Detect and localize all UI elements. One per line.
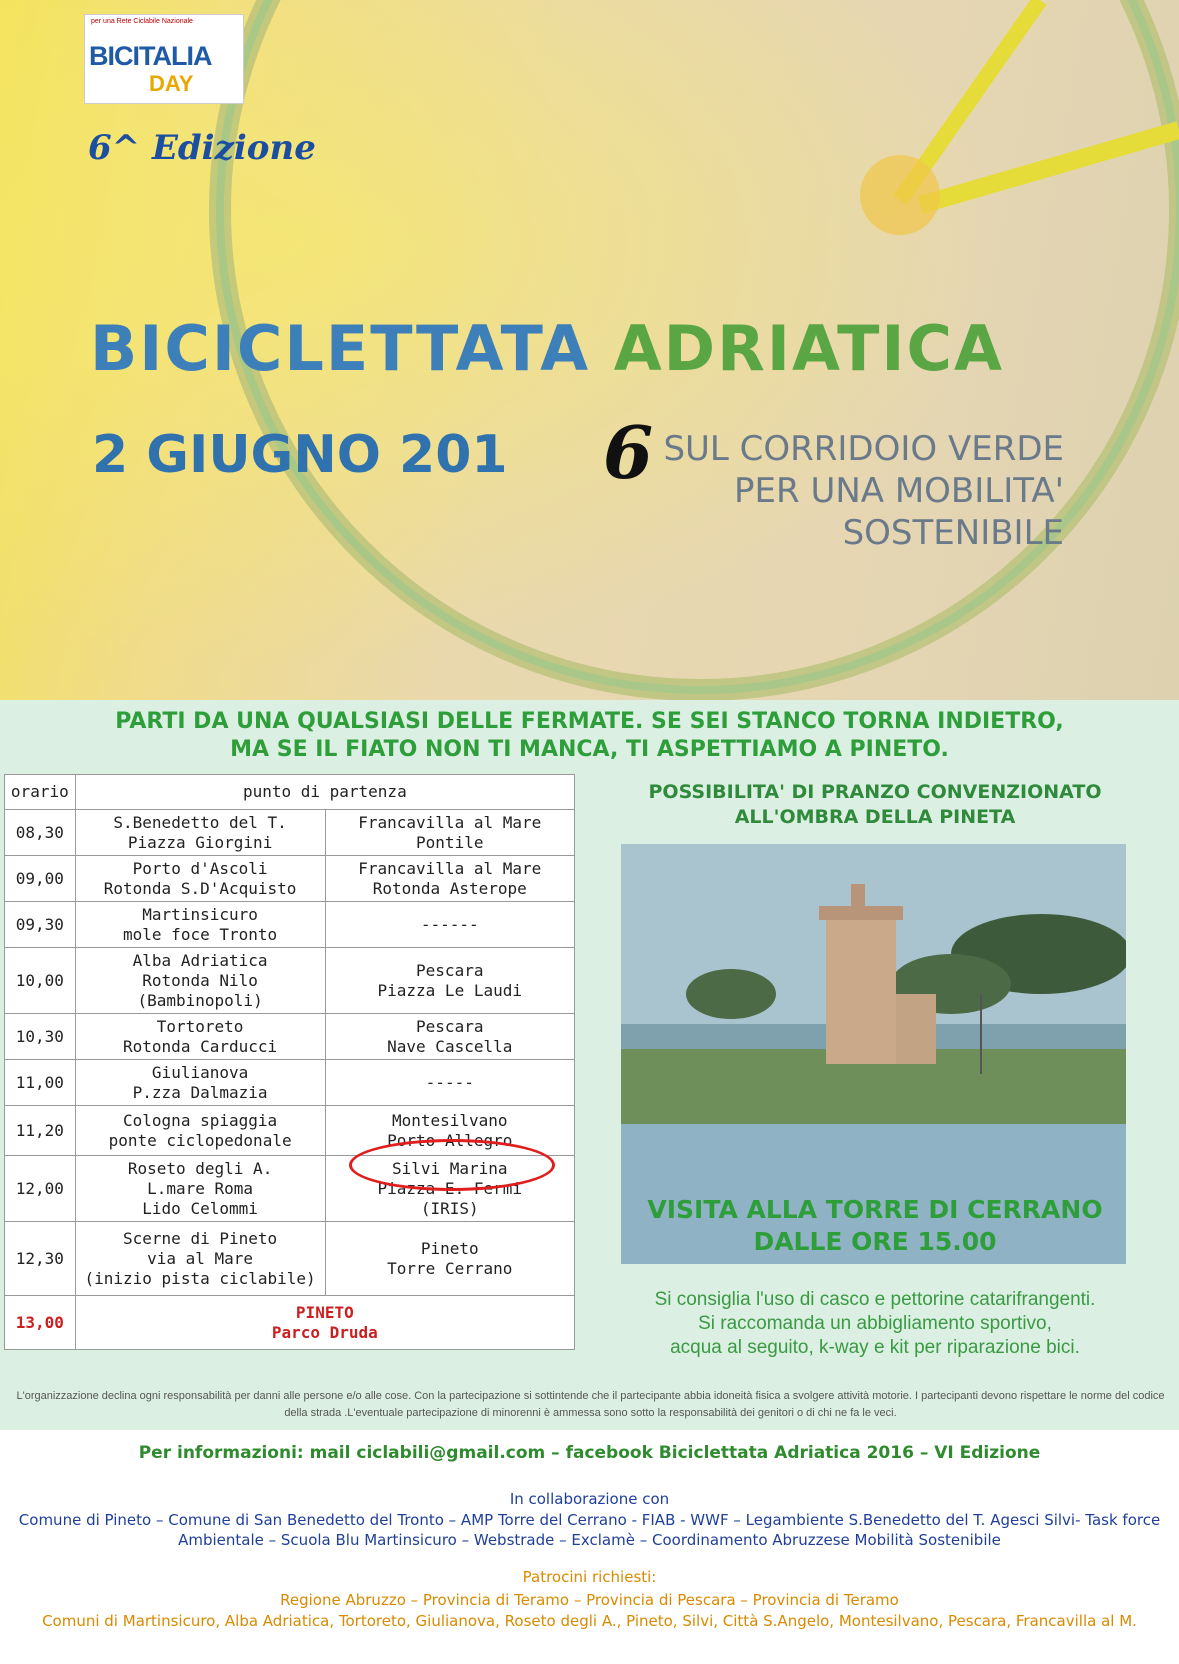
collaboration-line: Comune di Pineto – Comune di San Benedetto del Tronto – AMP Torre del Cerrano - FIAB - WWF – Legambiente S.Benedetto del T. Agesci Silvi- Task force bbox=[18, 1511, 1161, 1529]
logo-day-text: DAY bbox=[149, 71, 194, 96]
schedule-final-row bbox=[5, 1296, 575, 1350]
schedule-row bbox=[5, 948, 575, 1014]
departure-time bbox=[5, 1106, 76, 1156]
arrival-time bbox=[5, 1296, 76, 1350]
departure-time bbox=[5, 1014, 76, 1060]
cell-line: Scerne di Pineto bbox=[123, 1228, 278, 1248]
cell-line: 12,00 bbox=[15, 1178, 64, 1198]
tower-landscape-image bbox=[621, 844, 1126, 1124]
cell-line: Tortoreto bbox=[156, 1016, 244, 1036]
patronage-title: Patrocini richiesti: bbox=[522, 1568, 657, 1586]
departure-place-south bbox=[325, 810, 574, 856]
cell-line: (Bambinopoli) bbox=[137, 990, 263, 1010]
logo-tagline: per una Rete Ciclabile Nazionale bbox=[91, 18, 193, 25]
schedule-header-row bbox=[5, 775, 575, 810]
cell-line: 13,00 bbox=[15, 1312, 64, 1332]
lunch-line: POSSIBILITA' DI PRANZO CONVENZIONATO bbox=[648, 781, 1102, 803]
visit-line: VISITA ALLA TORRE DI CERRANO bbox=[647, 1195, 1103, 1224]
cell-line: Rotonda Carducci bbox=[123, 1036, 278, 1056]
advice-line: acqua al seguito, k-way e kit per riparazione bici. bbox=[670, 1337, 1080, 1358]
visit-line: DALLE ORE 15.00 bbox=[753, 1227, 997, 1256]
advice-line: Si consiglia l'uso di casco e pettorine catarifrangenti. bbox=[654, 1289, 1096, 1310]
patronage-list bbox=[0, 1590, 1179, 1632]
lunch-notice bbox=[575, 780, 1175, 830]
cell-line: Montesilvano bbox=[391, 1110, 508, 1130]
cell-line: Francavilla al Mare bbox=[358, 858, 542, 878]
cell-line: Cologna spiaggia bbox=[123, 1110, 278, 1130]
patronage-line: Regione Abruzzo – Provincia di Teramo – Provincia di Pescara – Provincia di Teramo bbox=[280, 1591, 899, 1609]
hero-banner bbox=[0, 0, 1179, 700]
cell-line: ------ bbox=[420, 914, 479, 934]
subtitle-line: PER UNA MOBILITA' bbox=[734, 471, 1064, 511]
right-panel bbox=[575, 774, 1175, 1386]
departure-place-north bbox=[75, 948, 325, 1014]
departure-place-north bbox=[75, 1014, 325, 1060]
departure-time bbox=[5, 948, 76, 1014]
schedule-body bbox=[5, 810, 575, 1350]
cell-line: 09,00 bbox=[15, 868, 64, 888]
cell-line: ----- bbox=[425, 1072, 474, 1092]
collaboration-list bbox=[0, 1510, 1179, 1550]
departure-place-north bbox=[75, 1222, 325, 1296]
cell-line: Roseto degli A. bbox=[127, 1158, 273, 1178]
cell-line: via al Mare bbox=[147, 1248, 254, 1268]
schedule-row bbox=[5, 1014, 575, 1060]
departure-place-north bbox=[75, 1106, 325, 1156]
cell-line: Parco Druda bbox=[271, 1322, 378, 1342]
schedule-row bbox=[5, 1222, 575, 1296]
cell-line: Piazza E. Fermi bbox=[377, 1178, 522, 1198]
contact-info: Per informazioni: mail ciclabili@gmail.com – facebook Biciclettata Adriatica 2016 – VI Edizione bbox=[138, 1443, 1041, 1463]
cell-line: (IRIS) bbox=[420, 1198, 479, 1218]
cell-line: Martinsicuro bbox=[142, 904, 258, 924]
arrival-place bbox=[75, 1296, 574, 1350]
schedule-row bbox=[5, 856, 575, 902]
advice-line: Si raccomanda un abbigliamento sportivo, bbox=[698, 1313, 1052, 1334]
schedule-row bbox=[5, 1060, 575, 1106]
patronage-line: Comuni di Martinsicuro, Alba Adriatica, Tortoreto, Giulianova, Roseto degli A., Pineto, Silvi, Città S.Angelo, Montesilvano, Pescara, Francavilla al M. bbox=[42, 1612, 1137, 1630]
departure-place-south bbox=[325, 902, 574, 948]
departure-place-north bbox=[75, 1060, 325, 1106]
departure-time bbox=[5, 902, 76, 948]
departure-time bbox=[5, 1156, 76, 1222]
departure-place-south bbox=[325, 1222, 574, 1296]
bicitalia-day-logo bbox=[84, 14, 244, 104]
cell-line: Rotonda Asterope bbox=[372, 878, 527, 898]
slogan-line: MA SE IL FIATO NON TI MANCA, TI ASPETTIAMO A PINETO. bbox=[230, 737, 949, 762]
liability-disclaimer: L'organizzazione declina ogni responsabilità per danni alle persone e/o alle cose. Con la partecipazione si sottintende che il partecipante abbia idoneità fisica a svolgere attività motorie. I partecipanti devono rispettare le norme del codice della strada .L'eventuale partecipazione di minorenni è ammessa sono sotto la responsabilità dei genitori o di chi ne fa le veci. bbox=[16, 1390, 1165, 1419]
collaboration-line: Ambientale – Scuola Blu Martinsicuro – Webstrade – Exclamè – Coordinamento Abruzzese Mobilità Sostenibile bbox=[178, 1531, 1001, 1549]
logo-bicitalia-text: BICITALIA bbox=[89, 41, 212, 71]
cell-line: Giulianova bbox=[151, 1062, 249, 1082]
cell-line: 11,00 bbox=[15, 1072, 64, 1092]
event-date: 2 GIUGNO 201 bbox=[92, 425, 508, 485]
cell-line: mole foce Tronto bbox=[123, 924, 278, 944]
cell-line: 08,30 bbox=[15, 822, 64, 842]
title-part-adriatica: ADRIATICA bbox=[613, 312, 1004, 385]
header-punto-partenza: punto di partenza bbox=[75, 775, 574, 810]
cell-line: PINETO bbox=[295, 1302, 354, 1322]
cell-line: Torre Cerrano bbox=[387, 1258, 513, 1278]
departure-time bbox=[5, 1060, 76, 1106]
cell-line: P.zza Dalmazia bbox=[132, 1082, 268, 1102]
safety-advice bbox=[575, 1288, 1175, 1360]
schedule-row bbox=[5, 902, 575, 948]
cell-line: Porto Allegro bbox=[387, 1130, 513, 1150]
cell-line: 10,30 bbox=[15, 1026, 64, 1046]
cell-line: 10,00 bbox=[15, 970, 64, 990]
event-title bbox=[90, 312, 1004, 385]
highlight-circle bbox=[349, 1139, 555, 1191]
schedule-table bbox=[4, 774, 575, 1350]
departure-place-south bbox=[325, 1060, 574, 1106]
cell-line: Alba Adriatica bbox=[132, 950, 268, 970]
edition-label: 6^ Edizione bbox=[88, 128, 316, 168]
cell-line: (inizio pista ciclabile) bbox=[84, 1268, 316, 1288]
departure-place-north bbox=[75, 810, 325, 856]
cell-line: Pescara bbox=[416, 960, 484, 980]
event-date-last-digit: 6 bbox=[603, 410, 654, 495]
cell-line: L.mare Roma bbox=[147, 1178, 254, 1198]
cell-line: 09,30 bbox=[15, 914, 64, 934]
title-part-biciclettata: BICICLETTATA bbox=[90, 312, 591, 385]
cell-line: Francavilla al Mare bbox=[358, 812, 542, 832]
lunch-line: ALL'OMBRA DELLA PINETA bbox=[734, 806, 1016, 828]
cell-line: Silvi Marina bbox=[391, 1158, 508, 1178]
departure-place-south bbox=[325, 1014, 574, 1060]
cell-line: Pontile bbox=[416, 832, 484, 852]
cell-line: Piazza Le Laudi bbox=[377, 980, 522, 1000]
cell-line: Piazza Giorgini bbox=[127, 832, 273, 852]
cell-line: Rotonda S.D'Acquisto bbox=[103, 878, 297, 898]
cell-line: Pescara bbox=[416, 1016, 484, 1036]
departure-time bbox=[5, 856, 76, 902]
slogan bbox=[0, 708, 1179, 764]
cell-line: ponte ciclopedonale bbox=[108, 1130, 292, 1150]
cell-line: 11,20 bbox=[15, 1120, 64, 1140]
departure-time bbox=[5, 1222, 76, 1296]
cell-line: 12,30 bbox=[15, 1248, 64, 1268]
schedule-row bbox=[5, 810, 575, 856]
subtitle-line: SUL CORRIDOIO VERDE bbox=[663, 429, 1064, 469]
cell-line: S.Benedetto del T. bbox=[113, 812, 287, 832]
departure-place-south bbox=[325, 948, 574, 1014]
tower-visit bbox=[575, 1194, 1175, 1258]
cell-line: Porto d'Ascoli bbox=[132, 858, 268, 878]
departure-place-north bbox=[75, 1156, 325, 1222]
collaboration-title: In collaborazione con bbox=[509, 1490, 670, 1508]
departure-time bbox=[5, 810, 76, 856]
header-orario: orario bbox=[5, 775, 76, 810]
event-subtitle bbox=[663, 428, 1064, 554]
cell-line: Rotonda Nilo bbox=[142, 970, 258, 990]
cell-line: Lido Celommi bbox=[142, 1198, 258, 1218]
departure-place-north bbox=[75, 902, 325, 948]
departure-place-south bbox=[325, 856, 574, 902]
cell-line: Nave Cascella bbox=[387, 1036, 513, 1056]
subtitle-line: SOSTENIBILE bbox=[842, 513, 1064, 553]
slogan-line: PARTI DA UNA QUALSIASI DELLE FERMATE. SE SEI STANCO TORNA INDIETRO, bbox=[115, 709, 1064, 734]
departure-place-north bbox=[75, 856, 325, 902]
cell-line: Pineto bbox=[420, 1238, 479, 1258]
